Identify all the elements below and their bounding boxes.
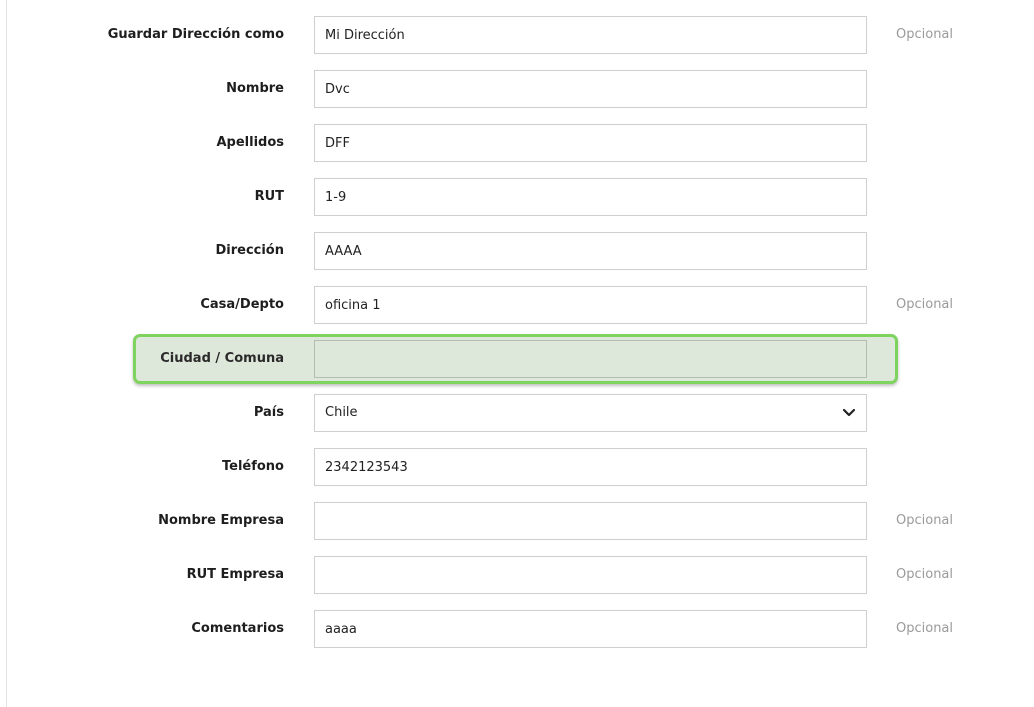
nombre-label: Nombre xyxy=(226,81,284,96)
comentarios-label: Comentarios xyxy=(191,621,284,636)
form-row-comentarios xyxy=(0,610,1034,664)
alias-label: Guardar Dirección como xyxy=(107,27,284,42)
apellidos-input[interactable] xyxy=(314,124,867,162)
rut-input[interactable] xyxy=(314,178,867,216)
pais-label: País xyxy=(253,405,284,420)
telefono-input[interactable] xyxy=(314,448,867,486)
form-row-alias xyxy=(0,16,1034,70)
rut-empresa-input[interactable] xyxy=(314,556,867,594)
form-row-apellidos xyxy=(0,124,1034,178)
apellidos-label: Apellidos xyxy=(216,135,284,150)
rut-label: RUT xyxy=(254,189,284,204)
form-row-telefono xyxy=(0,448,1034,502)
telefono-label: Teléfono xyxy=(221,459,284,474)
casa-optional-note: Opcional xyxy=(896,297,954,312)
casa-input[interactable] xyxy=(314,286,867,324)
ciudad-input[interactable] xyxy=(314,340,867,378)
empresa-label: Nombre Empresa xyxy=(158,513,284,528)
chevron-down-icon xyxy=(842,407,856,419)
nombre-input[interactable] xyxy=(314,70,867,108)
alias-optional-note: Opcional xyxy=(896,27,954,42)
ciudad-label: Ciudad / Comuna xyxy=(160,351,284,366)
form-row-empresa xyxy=(0,502,1034,556)
form-row-casa xyxy=(0,286,1034,340)
comentarios-input[interactable] xyxy=(314,610,867,648)
form-row-nombre xyxy=(0,70,1034,124)
comentarios-optional-note: Opcional xyxy=(896,621,954,636)
direccion-input[interactable] xyxy=(314,232,867,270)
form-row-pais xyxy=(0,394,1034,448)
pais-select[interactable] xyxy=(314,394,867,432)
form-row-ciudad xyxy=(0,340,1034,394)
empresa-input[interactable] xyxy=(314,502,867,540)
alias-input[interactable] xyxy=(314,16,867,54)
form-row-rut xyxy=(0,178,1034,232)
form-row-rut-empresa xyxy=(0,556,1034,610)
address-form xyxy=(0,16,1034,664)
empresa-optional-note: Opcional xyxy=(896,513,954,528)
rut-empresa-label: RUT Empresa xyxy=(186,567,284,582)
pais-selected-value: Chile xyxy=(325,405,358,420)
direccion-label: Dirección xyxy=(215,243,284,258)
casa-label: Casa/Depto xyxy=(200,297,284,312)
rut-empresa-optional-note: Opcional xyxy=(896,567,954,582)
form-row-direccion xyxy=(0,232,1034,286)
